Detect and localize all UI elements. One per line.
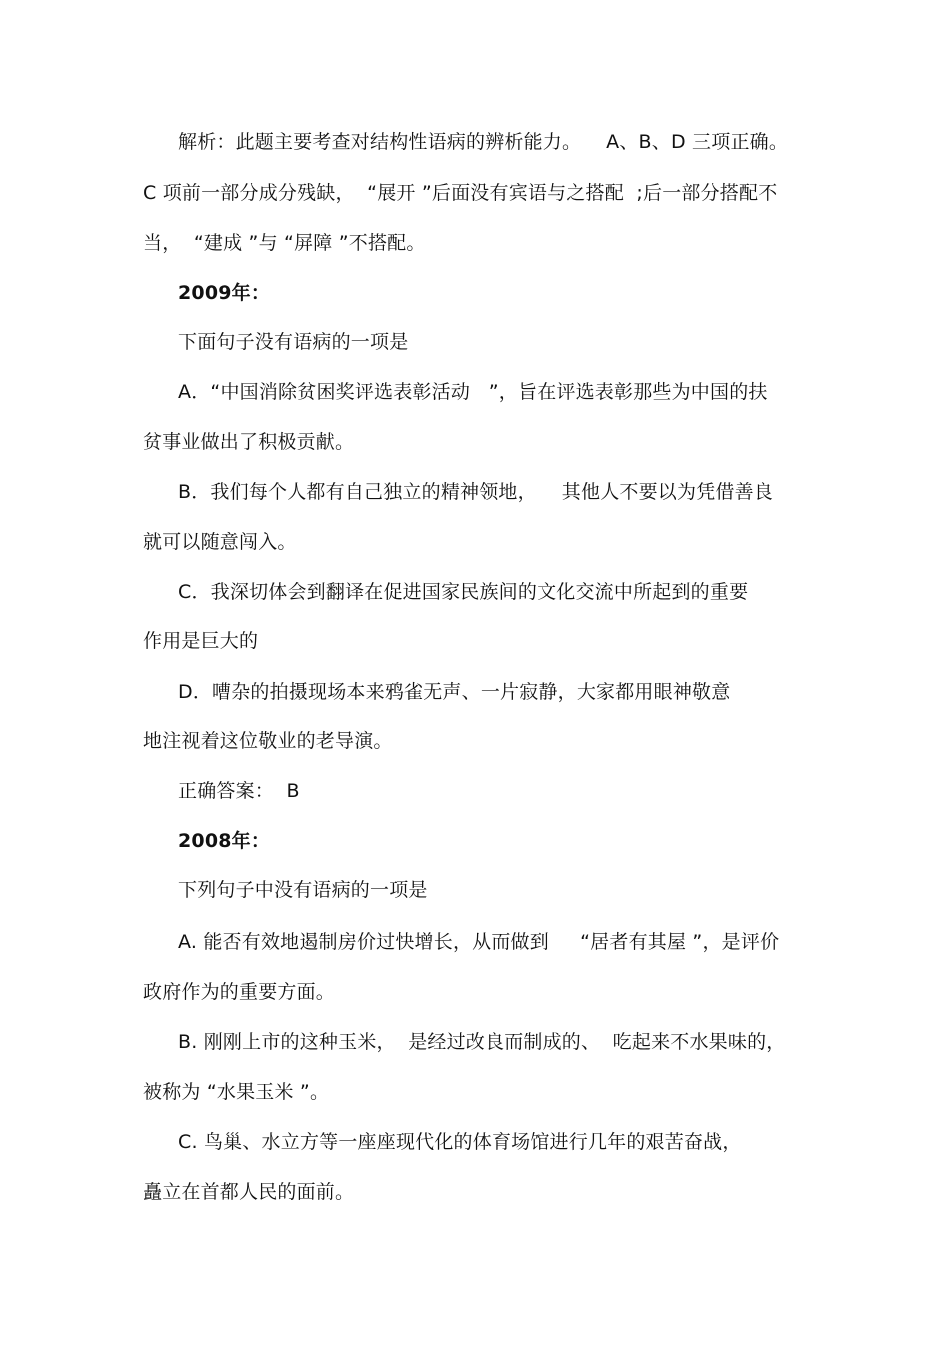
analysis-line-1: 解析：此题主要考查对结构性语病的辨析能力。 A、B、D 三项正确。 bbox=[178, 131, 789, 153]
answer-2009: 正确答案： B bbox=[178, 780, 300, 802]
option-b-2008-line-2: 被称为 “水果玉米 ”。 bbox=[143, 1081, 330, 1103]
option-c-2009-line-2: 作用是巨大的 bbox=[143, 630, 259, 652]
section-heading-2008: 2008年： bbox=[178, 830, 271, 852]
section-heading-2009: 2009年： bbox=[178, 282, 271, 304]
option-a-2009-line-1: A．“中国消除贫困奖评选表彰活动 ”，旨在评选表彰那些为中国的扶 bbox=[178, 381, 768, 403]
option-a-2008-line-1: A. 能否有效地遏制房价过快增长，从而做到 “居者有其屋 ”，是评价 bbox=[178, 931, 780, 953]
question-2008: 下列句子中没有语病的一项是 bbox=[178, 879, 428, 901]
analysis-line-3: 当， “建成 ”与 “屏障 ”不搭配。 bbox=[143, 232, 426, 254]
option-a-2008-line-2: 政府作为的重要方面。 bbox=[143, 981, 336, 1003]
option-b-2008-line-1: B. 刚刚上市的这种玉米， 是经过改良而制成的、 吃起来不水果味的， bbox=[178, 1031, 786, 1053]
question-2009: 下面句子没有语病的一项是 bbox=[178, 331, 409, 353]
option-b-2009-line-2: 就可以随意闯入。 bbox=[143, 531, 297, 553]
option-c-2008-line-1: C. 鸟巢、水立方等一座座现代化的体育场馆进行几年的艰苦奋战， bbox=[178, 1131, 742, 1153]
option-d-2009-line-2: 地注视着这位敬业的老导演。 bbox=[143, 730, 393, 752]
option-b-2009-line-1: B．我们每个人都有自己独立的精神领地， 其他人不要以为凭借善良 bbox=[178, 481, 773, 503]
option-a-2009-line-2: 贫事业做出了积极贡献。 bbox=[143, 431, 355, 453]
option-c-2009-line-1: C．我深切体会到翻译在促进国家民族间的文化交流中所起到的重要 bbox=[178, 581, 749, 603]
option-d-2009-line-1: D．嘈杂的拍摄现场本来鸦雀无声、一片寂静，大家都用眼神敬意 bbox=[178, 681, 731, 703]
option-c-2008-line-2: 矗立在首都人民的面前。 bbox=[143, 1181, 355, 1203]
analysis-line-2: C 项前一部分成分残缺， “展开 ”后面没有宾语与之搭配 ;后一部分搭配不 bbox=[143, 182, 778, 204]
